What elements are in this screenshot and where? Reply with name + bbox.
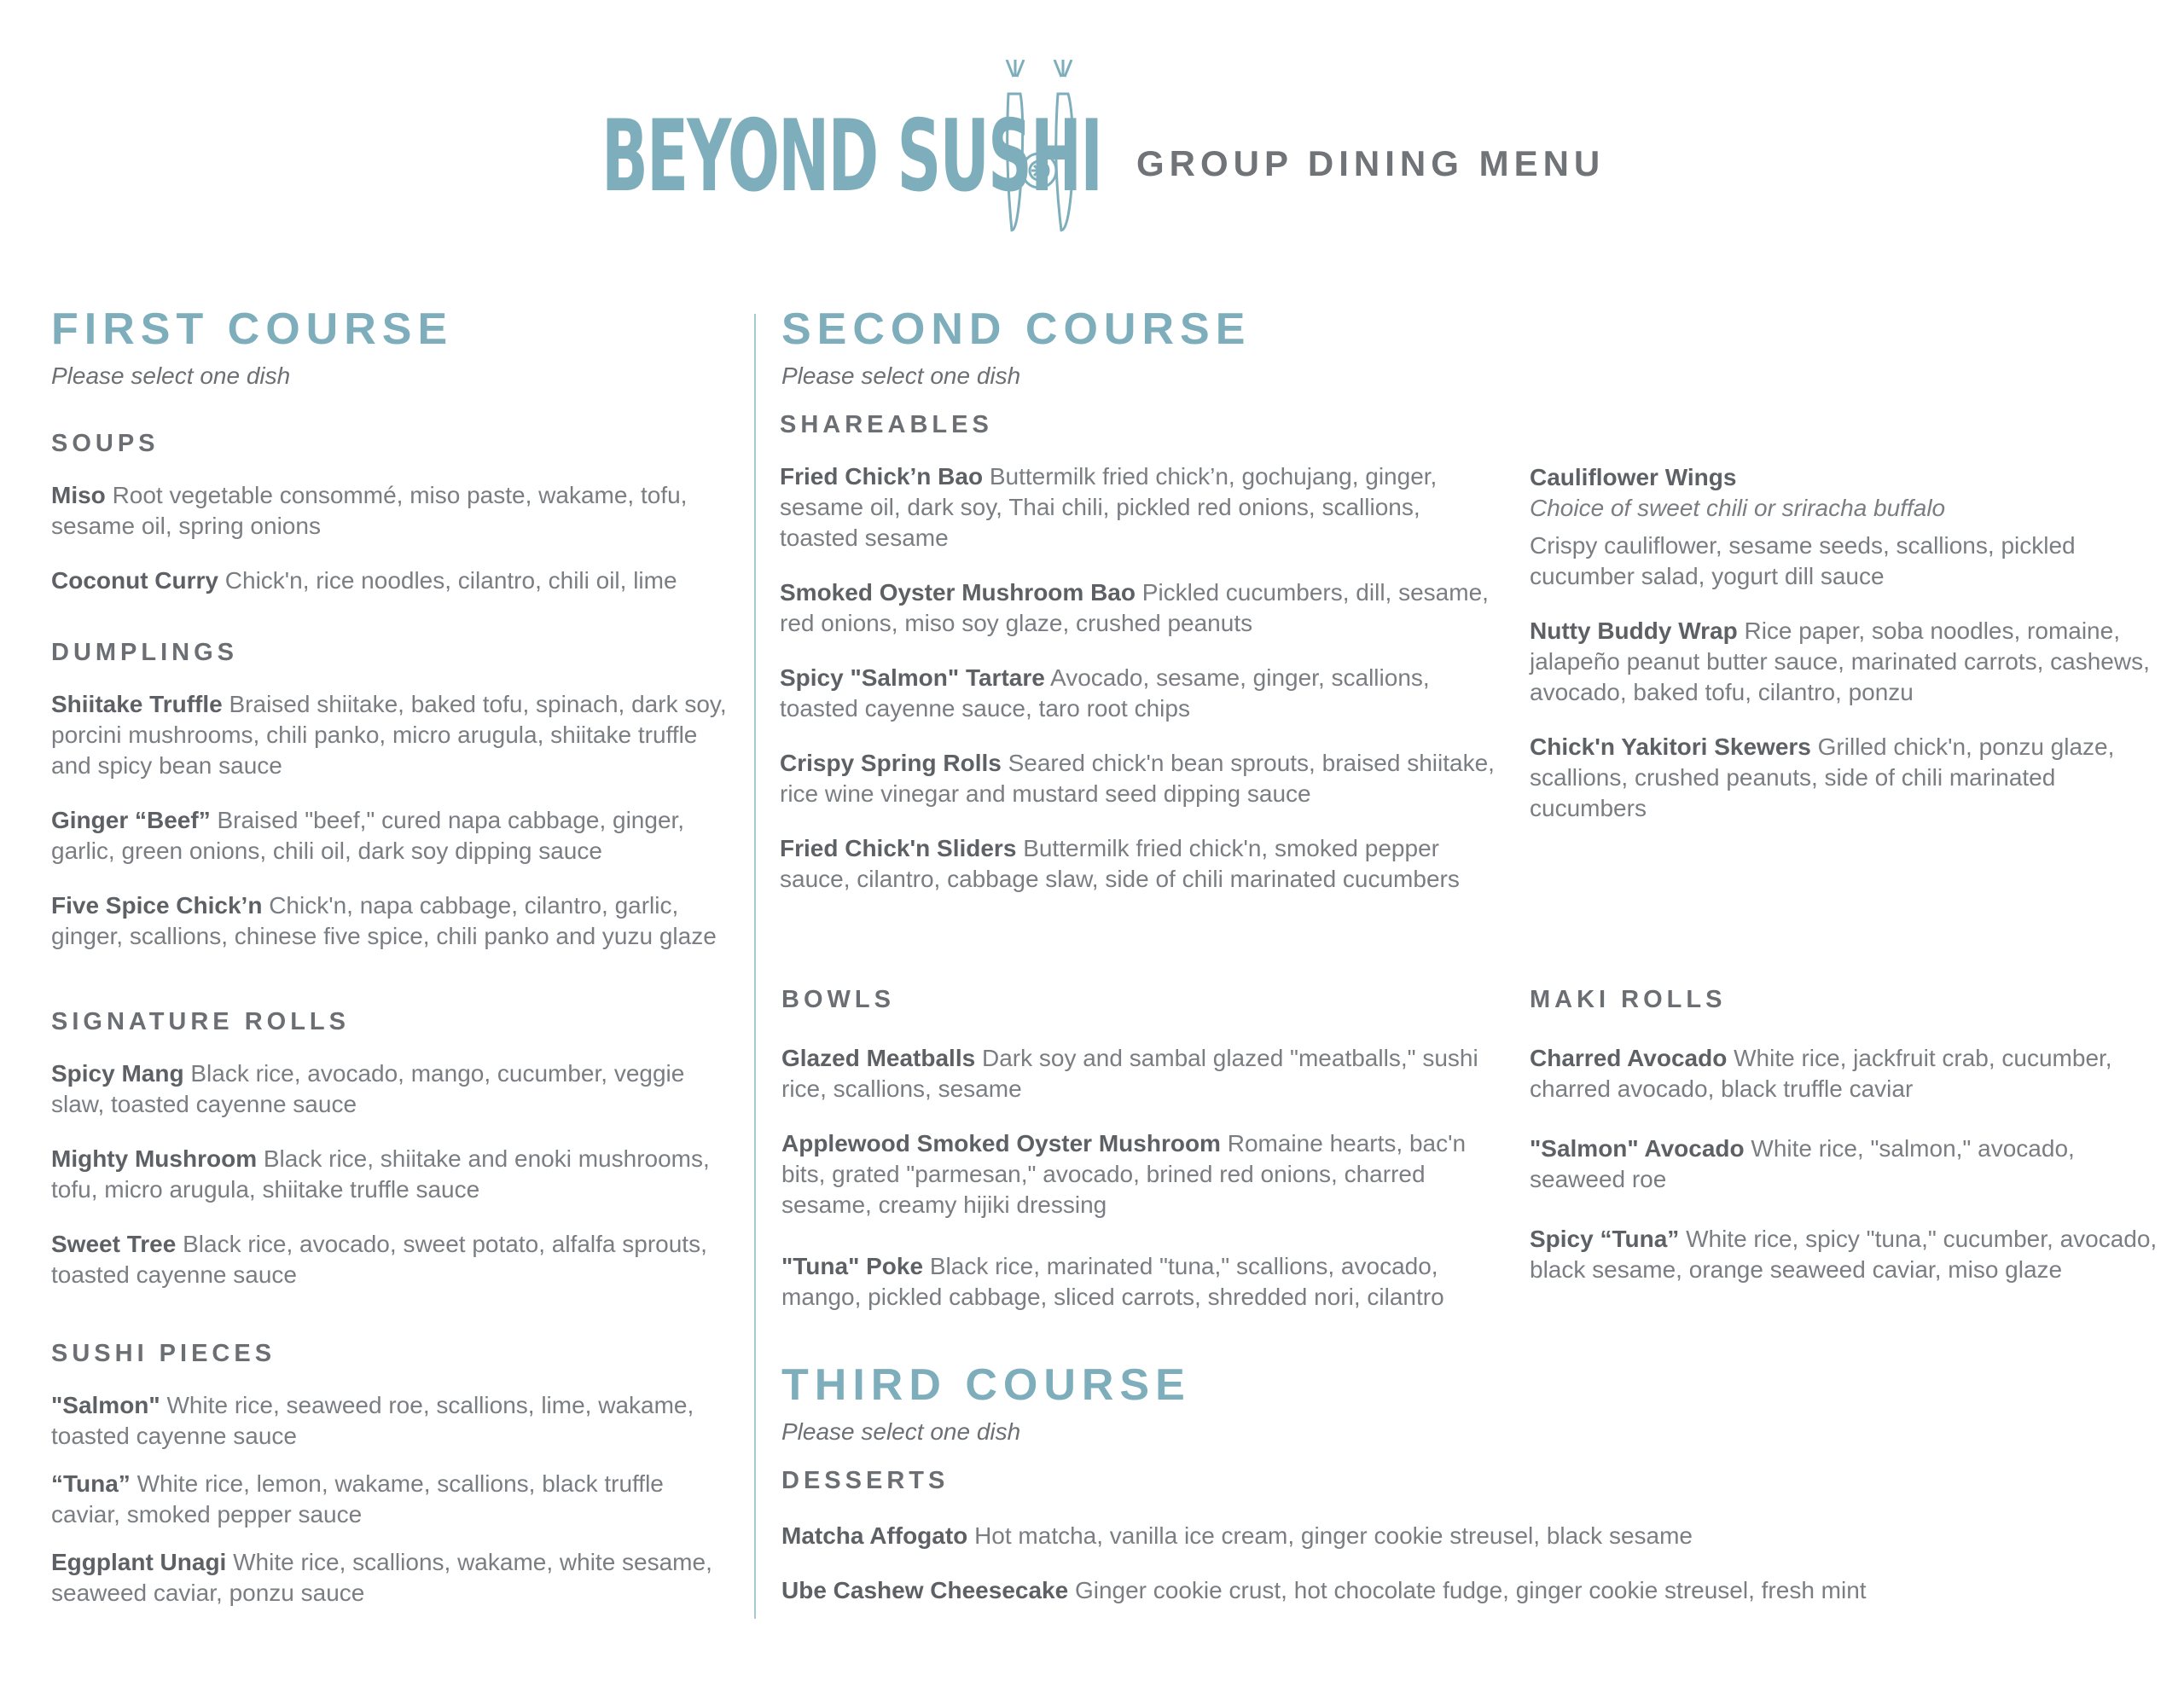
item-name: Crispy Spring Rolls <box>780 750 1002 776</box>
item-desc: Black rice, avocado, mango, cucumber, veggie slaw, toasted cayenne sauce <box>51 1059 685 1117</box>
item-name: Matcha Affogato <box>781 1522 968 1549</box>
menu-title: GROUP DINING MENU <box>1136 143 1606 183</box>
item-desc: White rice, scallions, wakame, white sesame, seaweed caviar, ponzu sauce <box>51 1548 712 1606</box>
menu-item <box>51 480 734 542</box>
menu-item <box>780 461 1496 554</box>
menu-item <box>1530 1224 2161 1285</box>
item-desc: White rice, "salmon," avocado, seaweed roe <box>1530 1135 2075 1192</box>
sushi-pieces-heading: SUSHI PIECES <box>51 1339 276 1367</box>
first-course-title: FIRST COURSE <box>51 304 454 354</box>
item-desc: Hot matcha, vanilla ice cream, ginger cookie streusel, black sesame <box>974 1522 1693 1549</box>
bowls-heading: BOWLS <box>781 986 895 1013</box>
second-course-header <box>781 304 2112 391</box>
menu-item <box>781 1128 1498 1220</box>
menu-item <box>1530 1133 2161 1195</box>
item-desc: Rice paper, soba noodles, romaine, jalapeño peanut butter sauce, marinated carrots, cashews, avocado, baked tofu, cilantro, ponzu <box>1530 617 2150 705</box>
item-name: "Salmon" Avocado <box>1530 1135 1745 1162</box>
menu-item <box>780 577 1496 639</box>
item-name: Miso <box>51 481 106 508</box>
item-name: Ginger “Beef” <box>51 806 211 833</box>
item-desc: Black rice, marinated "tuna," scallions, avocado, mango, pickled cabbage, sliced carrots, shredded nori, cilantro <box>781 1253 1444 1310</box>
menu-item <box>51 1390 734 1452</box>
menu-item <box>780 663 1496 724</box>
bowls-column <box>781 988 1498 1313</box>
shareables-heading: SHAREABLES <box>780 411 993 438</box>
item-desc: Romaine hearts, bac'n bits, grated "parmesan," avocado, brined red onions, charred sesame, creamy hijiki dressing <box>781 1130 1467 1218</box>
menu-item <box>780 748 1496 809</box>
column-divider <box>754 314 756 1619</box>
menu-header <box>0 0 2184 256</box>
menu-item <box>51 805 734 867</box>
signature-rolls-heading: SIGNATURE ROLLS <box>51 1007 350 1035</box>
item-desc: Black rice, avocado, sweet potato, alfalfa sprouts, toasted cayenne sauce <box>51 1230 707 1288</box>
logo-wordmark: BEYOND SUSHI <box>601 99 1102 214</box>
first-course-subtitle: Please select one dish <box>51 362 291 389</box>
beyond-sushi-logo <box>601 60 1102 239</box>
menu-item <box>781 1251 1498 1313</box>
third-course-subtitle: Please select one dish <box>781 1418 1021 1445</box>
item-desc: White rice, jackfruit crab, cucumber, charred avocado, black truffle caviar <box>1530 1045 2112 1102</box>
item-name: Smoked Oyster Mushroom Bao <box>780 579 1136 606</box>
item-name: “Tuna” <box>51 1470 131 1497</box>
third-course-column <box>781 1360 2146 1606</box>
menu-item <box>1530 1043 2161 1104</box>
menu-item <box>781 1521 2146 1551</box>
item-desc: Seared chick'n bean sprouts, braised shiitake, rice wine vinegar and mustard seed dipping sauce <box>780 750 1495 807</box>
menu-item <box>51 890 734 952</box>
dumplings-heading: DUMPLINGS <box>51 638 238 666</box>
item-desc: Buttermilk fried chick'n, smoked pepper sauce, cilantro, cabbage slaw, side of chili marinated cucumbers <box>780 835 1460 892</box>
item-desc: White rice, lemon, wakame, scallions, black truffle caviar, smoked pepper sauce <box>51 1470 664 1528</box>
item-name: Sweet Tree <box>51 1230 177 1257</box>
item-name: Fried Chick'n Sliders <box>780 835 1017 861</box>
desserts-heading: DESSERTS <box>781 1466 950 1494</box>
item-name: Five Spice Chick’n <box>51 891 263 919</box>
item-desc: Crispy cauliflower, sesame seeds, scallions, pickled cucumber salad, yogurt dill sauce <box>1530 532 2076 589</box>
item-desc: Braised shiitake, baked tofu, spinach, dark soy, porcini mushrooms, chili panko, micro arugula, shiitake truffle and spicy bean sauce <box>51 690 727 779</box>
maki-rolls-heading: MAKI ROLLS <box>1530 986 1727 1013</box>
menu-item <box>781 1043 1498 1104</box>
item-name: Spicy "Salmon" Tartare <box>780 664 1045 691</box>
item-name: "Tuna" Poke <box>781 1253 924 1279</box>
menu-item <box>1530 616 2161 708</box>
item-name: Cauliflower Wings <box>1530 464 1737 490</box>
item-name: Mighty Mushroom <box>51 1145 258 1172</box>
item-name: Nutty Buddy Wrap <box>1530 617 1738 644</box>
item-desc: Braised "beef," cured napa cabbage, ginger, garlic, green onions, chili oil, dark soy dipping sauce <box>51 806 685 864</box>
soups-heading: SOUPS <box>51 429 160 457</box>
menu-item <box>781 1575 2146 1606</box>
item-desc: Chick'n, rice noodles, cilantro, chili oil, lime <box>224 566 677 594</box>
carrot-chopsticks-icon <box>990 60 1092 239</box>
menu-item <box>51 1144 734 1205</box>
item-desc: White rice, spicy "tuna," cucumber, avocado, black sesame, orange seaweed caviar, miso glaze <box>1530 1226 2158 1283</box>
second-course-subtitle: Please select one dish <box>781 362 1021 389</box>
menu-item <box>51 1547 734 1609</box>
item-name: Applewood Smoked Oyster Mushroom <box>781 1130 1221 1157</box>
menu-item <box>51 1058 734 1120</box>
second-course-title: SECOND COURSE <box>781 304 1252 354</box>
item-name: Chick'n Yakitori Skewers <box>1530 733 1811 760</box>
item-desc: Black rice, shiitake and enoki mushrooms, tofu, micro arugula, shiitake truffle sauce <box>51 1145 710 1203</box>
menu-item <box>51 1469 734 1530</box>
item-name: Charred Avocado <box>1530 1045 1728 1071</box>
shareables-left-column <box>780 413 1496 895</box>
item-name: Eggplant Unagi <box>51 1548 227 1575</box>
item-name: Spicy Mang <box>51 1059 184 1087</box>
menu-item <box>1530 732 2161 824</box>
menu-item <box>1530 462 2161 592</box>
item-option: Choice of sweet chili or sriracha buffalo <box>1530 495 1946 521</box>
menu-item <box>51 565 734 596</box>
item-desc: Root vegetable consommé, miso paste, wakame, tofu, sesame oil, spring onions <box>51 481 688 539</box>
item-desc: Chick'n, napa cabbage, cilantro, garlic, ginger, scallions, chinese five spice, chili panko and yuzu glaze <box>51 891 717 949</box>
item-desc: Pickled cucumbers, dill, sesame, red onions, miso soy glaze, crushed peanuts <box>780 579 1489 636</box>
item-name: Coconut Curry <box>51 566 218 594</box>
item-name: Glazed Meatballs <box>781 1045 976 1071</box>
item-desc: Dark soy and sambal glazed "meatballs," sushi rice, scallions, sesame <box>781 1045 1478 1102</box>
item-desc: Ginger cookie crust, hot chocolate fudge, ginger cookie streusel, fresh mint <box>1074 1576 1867 1603</box>
third-course-title: THIRD COURSE <box>781 1360 1191 1410</box>
item-name: Fried Chick’n Bao <box>780 463 984 490</box>
menu-item <box>51 1229 734 1290</box>
item-desc: Grilled chick'n, ponzu glaze, scallions, crushed peanuts, side of chili marinated cucumbers <box>1530 733 2115 821</box>
item-name: Shiitake Truffle <box>51 690 223 717</box>
item-name: Spicy “Tuna” <box>1530 1226 1680 1252</box>
item-name: "Salmon" <box>51 1391 160 1418</box>
item-desc: Buttermilk fried chick’n, gochujang, ginger, sesame oil, dark soy, Thai chili, pickled red onions, scallions, toasted sesame <box>780 463 1438 551</box>
first-course-column <box>51 304 734 1609</box>
menu-item <box>780 833 1496 895</box>
item-name: Ube Cashew Cheesecake <box>781 1576 1069 1603</box>
menu-item <box>51 689 734 781</box>
shareables-right-column <box>1530 462 2161 824</box>
item-desc: Avocado, sesame, ginger, scallions, toasted cayenne sauce, taro root chips <box>780 664 1430 722</box>
maki-rolls-column <box>1530 988 2161 1285</box>
item-desc: White rice, seaweed roe, scallions, lime, wakame, toasted cayenne sauce <box>51 1391 694 1449</box>
